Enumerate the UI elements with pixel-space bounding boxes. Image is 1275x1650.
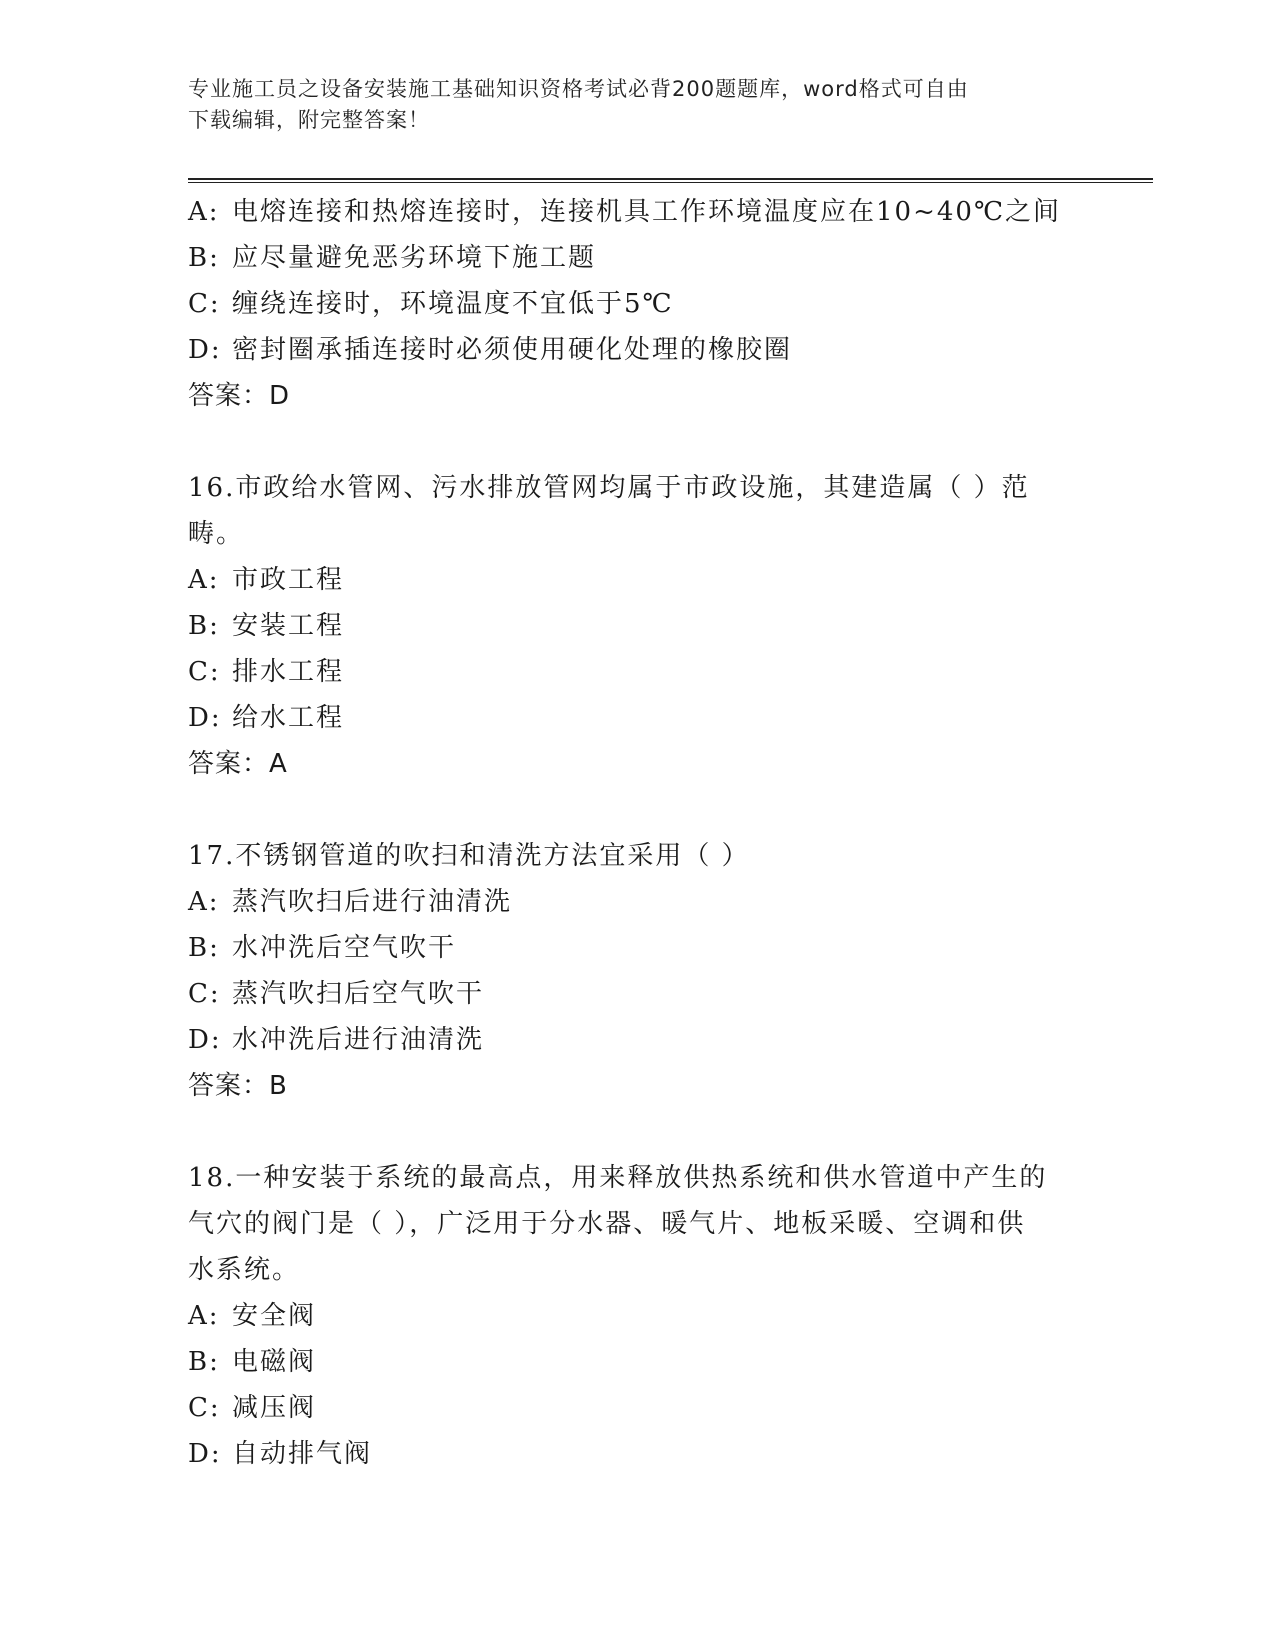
question-stem-line: 水系统。 (188, 1255, 301, 1285)
option-c (188, 649, 1078, 695)
option-text: 电熔连接和热熔连接时，连接机具工作环境温度应在10~40℃之间 (232, 197, 1062, 227)
option-text: 减压阀 (232, 1393, 317, 1423)
option-letter: A: (188, 565, 220, 595)
option-letter: B: (188, 611, 220, 641)
option-text: 水冲洗后空气吹干 (232, 933, 457, 963)
answer-line: 答案：B (188, 1071, 288, 1101)
option-b (188, 925, 1078, 971)
option-c (188, 1385, 1078, 1431)
option-text: 排水工程 (232, 657, 345, 687)
option-c (188, 281, 1078, 327)
option-letter: A: (188, 197, 220, 227)
question-block-18 (188, 1155, 1078, 1477)
header-line-1: 专业施工员之设备安装施工基础知识资格考试必背200题题库，word格式可自由 (188, 77, 969, 101)
question-stem-line: 17.不锈钢管道的吹扫和清洗方法宜采用（ ） (188, 841, 750, 871)
option-text: 安全阀 (232, 1301, 317, 1331)
option-text: 市政工程 (232, 565, 345, 595)
option-letter: B: (188, 1347, 220, 1377)
option-letter: D: (188, 1025, 222, 1055)
option-text: 给水工程 (232, 703, 345, 733)
answer-line: 答案：D (188, 381, 291, 411)
option-text: 水冲洗后进行油清洗 (232, 1025, 485, 1055)
option-letter: D: (188, 703, 222, 733)
option-text: 密封圈承插连接时必须使用硬化处理的橡胶圈 (232, 335, 793, 365)
question-block-16 (188, 465, 1078, 787)
option-a (188, 189, 1078, 235)
question-stem-line: 气穴的阀门是（ ），广泛用于分水器、暖气片、地板采暖、空调和供 (188, 1209, 1026, 1239)
page-header (188, 74, 1088, 136)
question-block-15 (188, 189, 1078, 419)
option-letter: C: (188, 1393, 221, 1423)
option-text: 自动排气阀 (232, 1439, 373, 1469)
option-b (188, 1339, 1078, 1385)
option-letter: B: (188, 933, 220, 963)
option-letter: A: (188, 887, 220, 917)
header-line-2: 下载编辑，附完整答案！ (188, 108, 430, 132)
question-stem-line: 18.一种安装于系统的最高点，用来释放供热系统和供水管道中产生的 (188, 1163, 1048, 1193)
answer-line: 答案：A (188, 749, 288, 779)
option-text: 电磁阀 (232, 1347, 317, 1377)
option-d (188, 327, 1078, 373)
option-letter: A: (188, 1301, 220, 1331)
option-letter: C: (188, 979, 221, 1009)
option-letter: B: (188, 243, 220, 273)
option-d (188, 1431, 1078, 1477)
option-b (188, 235, 1078, 281)
option-b (188, 603, 1078, 649)
option-text: 蒸汽吹扫后进行油清洗 (232, 887, 513, 917)
option-text: 缠绕连接时，环境温度不宜低于5℃ (232, 289, 674, 319)
question-stem-line: 16.市政给水管网、污水排放管网均属于市政设施，其建造属（ ）范 (188, 473, 1030, 503)
header-divider (188, 178, 1153, 183)
option-text: 安装工程 (232, 611, 345, 641)
option-a (188, 879, 1078, 925)
option-text: 应尽量避免恶劣环境下施工题 (232, 243, 597, 273)
document-body (188, 189, 1078, 1477)
question-block-17 (188, 833, 1078, 1109)
option-letter: C: (188, 657, 221, 687)
option-letter: C: (188, 289, 221, 319)
option-text: 蒸汽吹扫后空气吹干 (232, 979, 485, 1009)
option-c (188, 971, 1078, 1017)
option-letter: D: (188, 335, 222, 365)
option-d (188, 695, 1078, 741)
option-d (188, 1017, 1078, 1063)
option-letter: D: (188, 1439, 222, 1469)
question-stem-line: 畴。 (188, 519, 245, 549)
option-a (188, 1293, 1078, 1339)
option-a (188, 557, 1078, 603)
